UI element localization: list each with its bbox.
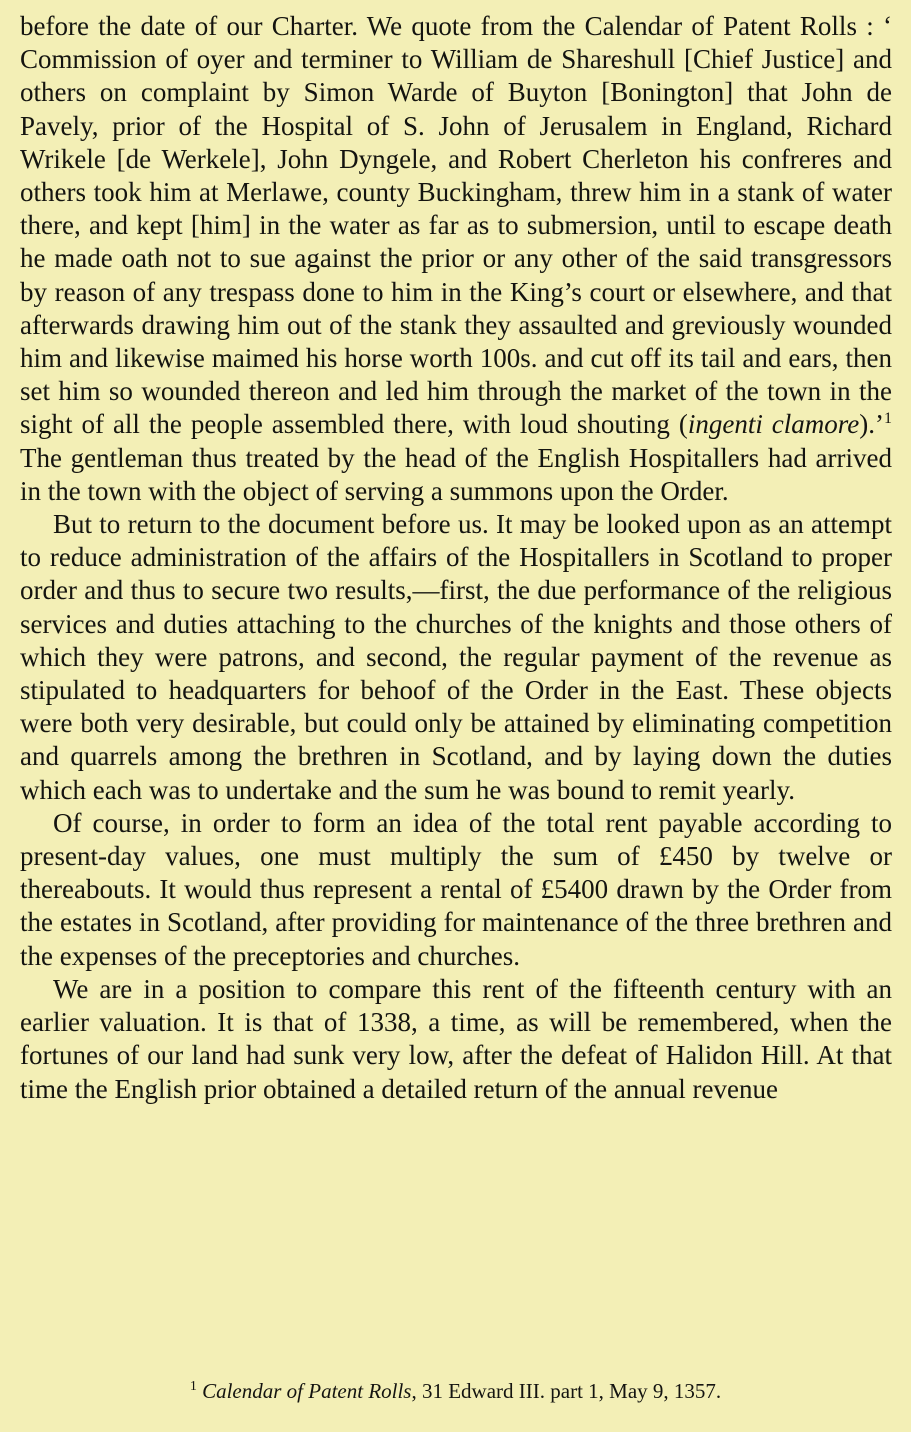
footnote-mark: 1: [189, 1379, 197, 1394]
footnote-reference[interactable]: 1: [884, 410, 892, 428]
paragraph-4: We are in a position to compare this rent of the fifteenth century with an earlier valuation. It is that of 1338, a time, as will be remembered, when the fortunes of our land had sunk very low, after the defeat of Halidon Hill. At that time the English prior obtained a detailed return of the annual revenue: [20, 973, 892, 1104]
paragraph-2: But to return to the document before us. It may be looked upon as an attempt to reduce administration of the affairs of the Hospitallers in Scotland to proper order and thus to secure two results,—first, the due performance of the religious services and duties attaching to the churches of the knights and those others of which they were patrons, and second, the regular payment of the revenue as stipulated to headquarters for behoof of the Order in the East. These objects were both very desirable, but could only be attained by eliminating competition and quarrels among the brethren in Scotland, and by laying down the duties which each was to undertake and the sum he was bound to remit yearly.: [20, 509, 892, 805]
footnote-title: Calendar of Patent Rolls: [202, 1379, 412, 1403]
page-body: [20, 10, 892, 1106]
italic-phrase: ingenti clamore: [687, 409, 860, 440]
footnote-text: , 31 Edward III. part 1, May 9, 1357.: [411, 1379, 722, 1403]
paragraph-1-continuation: The gentleman thus treated by the head of the English Hospitallers had arrived in the town with the object of serving a summons upon the Order.: [20, 442, 892, 506]
paragraph-3: Of course, in order to form an idea of the total rent payable according to present-day values, one must multiply the sum of £450 by twelve or thereabouts. It would thus represent a rental of £5400 drawn by the Order from the estates in Scotland, after providing for maintenance of the three brethren and the expenses of the preceptories and churches.: [20, 807, 892, 971]
footnote: [0, 1376, 911, 1406]
paragraph-1: [20, 10, 892, 508]
paragraph-1-text: before the date of our Charter. We quote from the Calendar of Patent Rolls : ‘ Commission of oyer and terminer to William de Shareshull [Chief Justice] and others on complaint by Simon Warde of Buyton [Bonington] that John de Pavely, prior of the Hospital of S. John of Jerusalem in England, Richard Wrikele [de Werkele], John Dyngele, and Robert Cherleton his confreres and others took him at Merlawe, county Buckingham, threw him in a stank of water there, and kept [him] in the water as far as to submersion, until to escape death he made oath not to sue against the prior or any other of the said transgressors by reason of any trespass done to him in the King’s court or elsewhere, and that afterwards drawing him out of the stank they assaulted and greviously wounded him and likewise maimed his horse worth 100s. and cut off its tail and ears, then set him so wounded thereon and led him through the market of the town in the sight of all the people assembled there, with loud shouting (: [20, 11, 892, 440]
paragraph-1-quote-close: ).’: [859, 409, 884, 440]
